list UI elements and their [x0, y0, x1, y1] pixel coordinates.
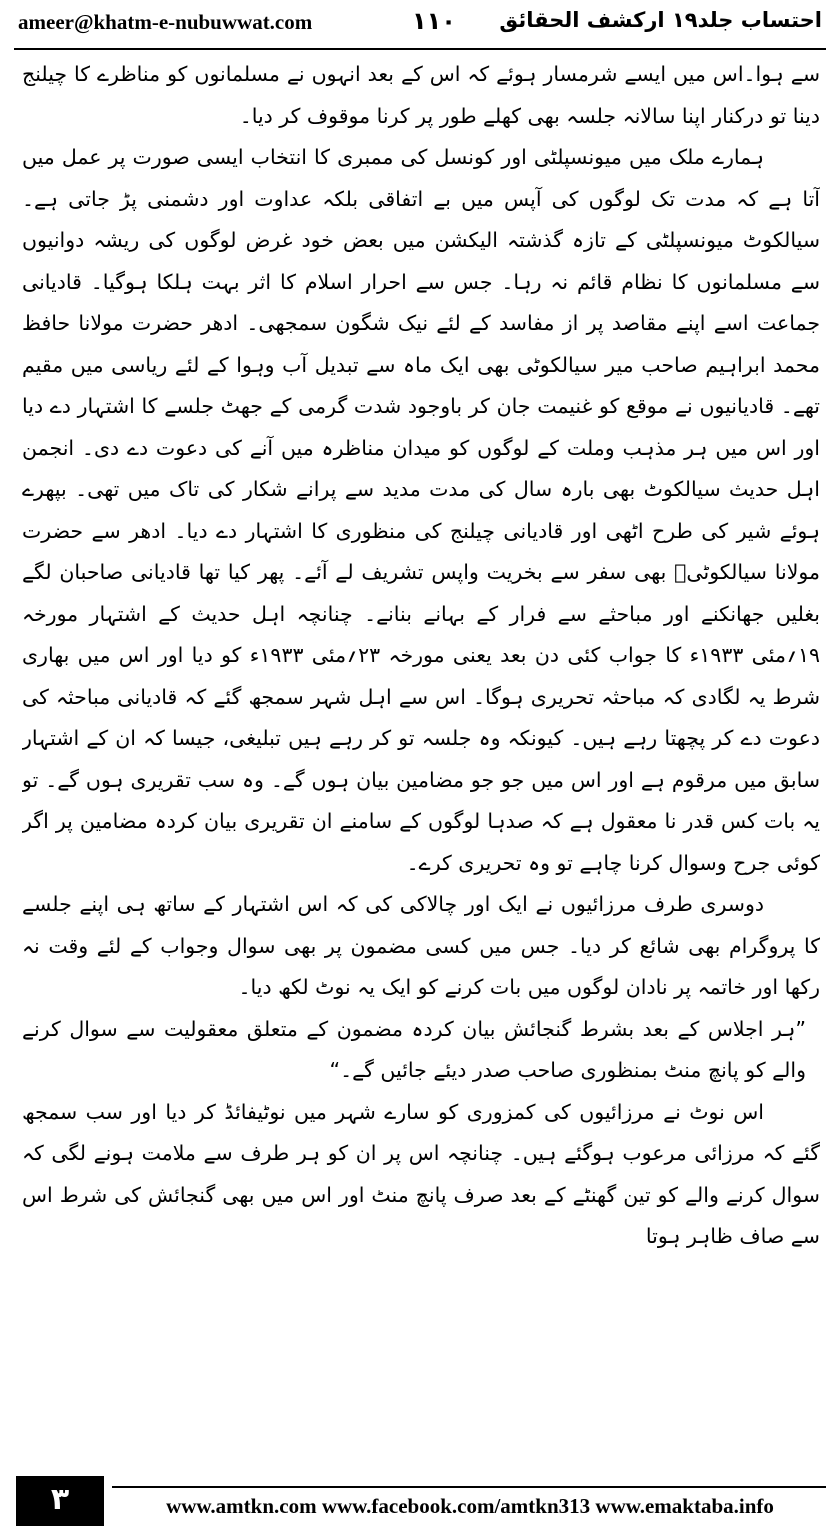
footer-number-box — [16, 1476, 104, 1526]
footer-links: www.amtkn.com www.facebook.com/amtkn313 www.emaktaba.info — [166, 1494, 774, 1518]
paragraph-3: دوسری طرف مرزائیوں نے ایک اور چالاکی کی کہ اس اشتہار کے ساتھ ہی اپنے جلسے کا پروگرام بھی شائع کر دیا۔ جس میں کسی مضمون پر بھی سوال وجواب کے لئے وقت نہ رکھا اور خاتمہ پر نادان لوگوں میں بات کرنے کو ایک یہ نوٹ لکھ دیا۔ — [22, 892, 820, 999]
header-page-number: ۱۱۰ — [412, 7, 456, 35]
footer-number: ۳ — [50, 1482, 70, 1517]
footer-divider — [112, 1486, 826, 1488]
header-email: ameer@khatm-e-nubuwwat.com — [18, 10, 313, 34]
quoted-note: ”ہر اجلاس کے بعد بشرط گنجائش بیان کردہ مضمون کے متعلق معقولیت سے سوال کرنے والے کو پانچ منٹ بمنظوری صاحب صدر دیئے جائیں گے۔“ — [22, 1016, 806, 1082]
header-book-title: احتساب جلد۱۹ ارکشف الحقائق — [499, 8, 822, 32]
paragraph-5: اس نوٹ نے مرزائیوں کی کمزوری کو سارے شہر میں نوٹیفائڈ کر دیا اور سب سمجھ گئے کہ مرزائی مرعوب ہوگئے ہیں۔ چنانچہ اس پر ان کو ہر طرف سے ملامت ہونے لگی کہ سوال کرنے والے کو تین گھنٹے کے بعد صرف پانچ منٹ اور اس میں بھی گنجائش کی شرط اس سے صاف ظاہر ہوتا — [22, 1099, 820, 1248]
page-header — [14, 6, 826, 42]
body-text — [22, 54, 820, 1456]
paragraph-2: ہمارے ملک میں میونسپلٹی اور کونسل کی ممبری کا انتخاب ایسی صورت پر عمل میں آتا ہے کہ مدت تک لوگوں کی آپس میں بے اتفاقی بلکہ عداوت اور دشمنی پڑ جاتی ہے۔ سیالکوٹ میونسپلٹی کے تازہ گذشتہ الیکشن میں بعض خود غرض لوگوں کی ریشہ دوانیوں سے مسلمانوں کا نظام قائم نہ رہا۔ جس سے احرار اسلام کا اثر بہت ہلکا ہوگیا۔ قادیانی جماعت اسے اپنے مقاصد پر از مفاسد کے لئے نیک شگون سمجھی۔ ادھر حضرت مولانا حافظ محمد ابراہیم صاحب میر سیالکوٹی بھی ایک ماہ سے تبدیل آب وہوا کے لئے ریاسی میں مقیم تھے۔ قادیانیوں نے موقع کو غنیمت جان کر باوجود شدت گرمی کے جھٹ جلسے کا اشتہار دے دیا اور اس میں ہر مذہب وملت کے لوگوں کو میدان مناظرہ میں آنے کی دعوت دے دی۔ انجمن اہل حدیث سیالکوٹ بھی بارہ سال کی مدت مدید سے پرانے شکار کی تاک میں تھی۔ بپھرے ہوئے شیر کی طرح اٹھی اور قادیانی چیلنج کی منظوری کا اشتہار دے دیا۔ ادھر سے حضرت مولانا سیالکوٹیؒ بھی سفر سے بخریت واپس تشریف لے آئے۔ پھر کیا تھا قادیانی صاحبان لگے بغلیں جھانکنے اور مباحثے سے فرار کے بہانے بنانے۔ چنانچہ اہل حدیث کے اشتہار مورخہ ۱۹؍مئی ۱۹۳۳ء کا جواب کئی دن بعد یعنی مورخہ ۲۳؍مئی ۱۹۳۳ء کو دیا اور اس میں بھاری شرط یہ لگادی کہ مباحثہ تحریری ہوگا۔ اس سے اہل شہر سمجھ گئے کہ قادیانی مباحثہ کی دعوت دے کر پچھتا رہے ہیں۔ کیونکہ وہ جلسہ تو کر رہے ہیں تبلیغی، جیسا کہ ان کے اشتہار سابق میں مرقوم ہے اور اس میں جو جو مضامین بیان ہوں گے۔ وہ سب تقریری ہوں گے۔ تو یہ بات کس قدر نا معقول ہے کہ صدہا لوگوں کے سامنے ان تقریری بیان کردہ مضامین پر اگر کوئی جرح وسوال کرنا چاہے تو وہ تحریری کرے۔ — [22, 145, 820, 875]
header-divider — [14, 48, 826, 50]
paragraph-1: سے ہوا۔اس میں ایسے شرمسار ہوئے کہ اس کے بعد انہوں نے مسلمانوں کو مناظرے کا چیلنج دینا تو درکنار اپنا سالانہ جلسہ بھی کھلے طور پر کرنا موقوف کر دیا۔ — [22, 62, 820, 128]
page-footer — [16, 1458, 826, 1538]
